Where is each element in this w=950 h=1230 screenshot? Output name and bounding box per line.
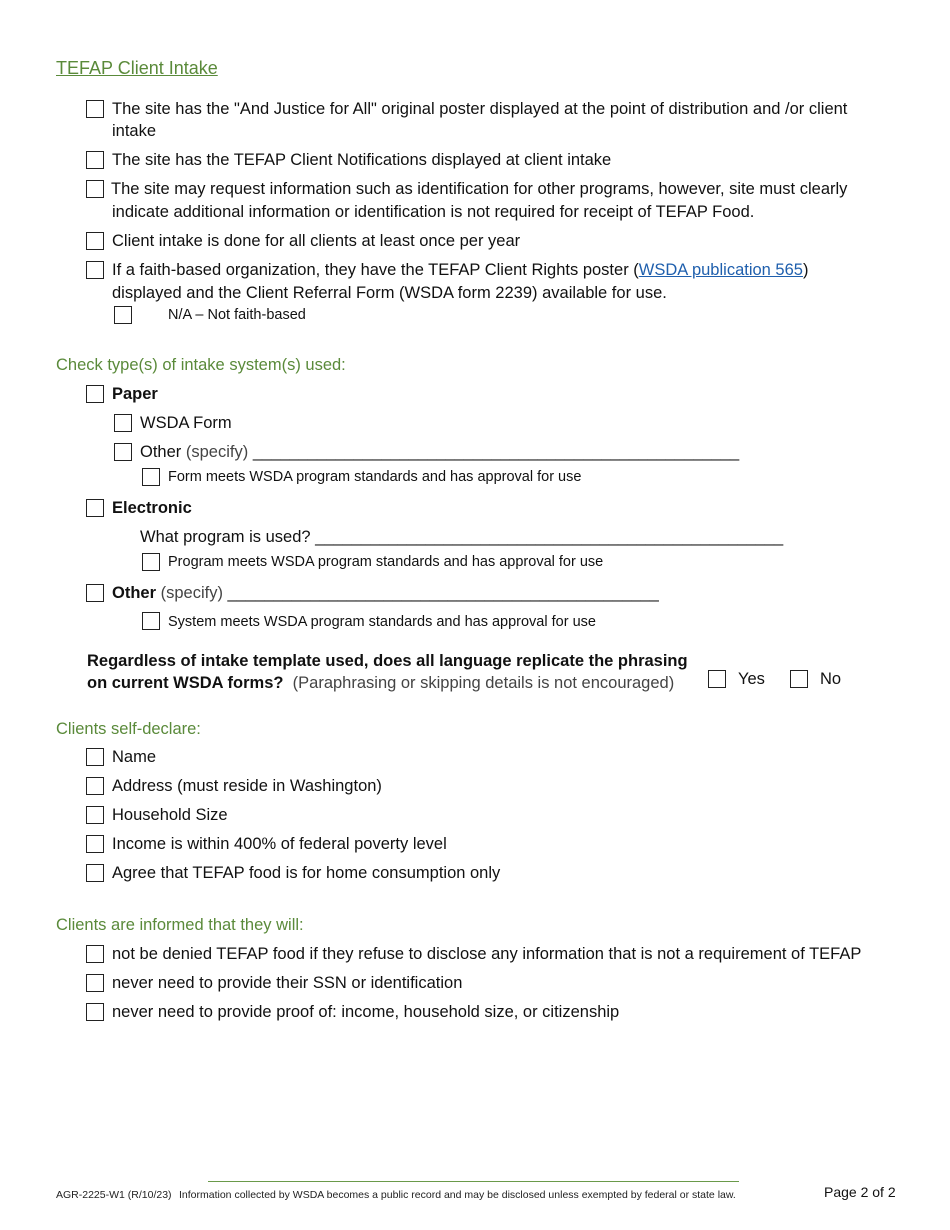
informed-no-ssn-label: never need to provide their SSN or identification xyxy=(112,974,463,992)
self-declare-household-checkbox[interactable] xyxy=(86,806,104,824)
paper-other-specify-line[interactable]: _____________________________________________________ xyxy=(252,443,740,461)
other-word: Other xyxy=(140,443,182,461)
notifications-checkbox[interactable] xyxy=(86,151,104,169)
annual-intake-checkbox[interactable] xyxy=(86,232,104,250)
phrasing-yes-checkbox[interactable] xyxy=(708,670,726,688)
faith-suffix: ) xyxy=(802,261,809,279)
wsda-publication-565-link[interactable]: WSDA publication 565 xyxy=(638,261,803,279)
phrasing-question-note: (Paraphrasing or skipping details is not encouraged) xyxy=(292,674,675,692)
self-declare-name-checkbox[interactable] xyxy=(86,748,104,766)
self-declare-heading: Clients self-declare: xyxy=(56,720,201,738)
paper-label: Paper xyxy=(112,385,158,403)
self-declare-home-consumption-checkbox[interactable] xyxy=(86,864,104,882)
other-system-word: Other xyxy=(112,584,157,602)
request-info-label-line1: The site may request information such as identification for other programs, however, site must clearly xyxy=(111,180,848,198)
form-meets-checkbox[interactable] xyxy=(142,468,160,486)
request-info-checkbox[interactable] xyxy=(86,180,104,198)
page-number: Page 2 of 2 xyxy=(824,1184,896,1200)
paper-other-checkbox[interactable] xyxy=(114,443,132,461)
poster-label-line2: intake xyxy=(112,122,157,140)
informed-not-denied-label: not be denied TEFAP food if they refuse to disclose any information that is not a requirement of TEFAP xyxy=(112,945,862,963)
footer-rule xyxy=(208,1181,739,1182)
form-meets-label: Form meets WSDA program standards and has approval for use xyxy=(168,469,582,485)
self-declare-household-label: Household Size xyxy=(112,806,228,824)
intake-system-heading: Check type(s) of intake system(s) used: xyxy=(56,356,346,374)
annual-intake-label: Client intake is done for all clients at least once per year xyxy=(112,232,521,250)
faith-prefix: If a faith-based organization, they have the TEFAP Client Rights poster ( xyxy=(112,261,639,279)
faith-based-label-line2: displayed and the Client Referral Form (WSDA form 2239) available for use. xyxy=(112,284,667,302)
page-title: TEFAP Client Intake xyxy=(56,58,218,78)
other-system-specify-line[interactable]: _______________________________________________ xyxy=(227,584,659,602)
informed-not-denied-checkbox[interactable] xyxy=(86,945,104,963)
specify-word: (specify) xyxy=(185,443,249,461)
informed-no-ssn-checkbox[interactable] xyxy=(86,974,104,992)
poster-label-line1: The site has the "And Justice for All" original poster displayed at the point of distribution and /or client xyxy=(112,100,848,118)
faith-based-checkbox[interactable] xyxy=(86,261,104,279)
program-meets-label: Program meets WSDA program standards and has approval for use xyxy=(168,554,604,570)
notifications-label: The site has the TEFAP Client Notifications displayed at client intake xyxy=(112,151,612,169)
public-record-notice: Information collected by WSDA becomes a public record and may be disclosed unless exempted by federal or state law. xyxy=(179,1189,736,1201)
phrasing-question-line2 xyxy=(87,672,674,694)
electronic-checkbox[interactable] xyxy=(86,499,104,517)
other-system-checkbox[interactable] xyxy=(86,584,104,602)
what-program-label xyxy=(140,526,783,548)
self-declare-income-label: Income is within 400% of federal poverty level xyxy=(112,835,447,853)
paper-other-label xyxy=(140,441,739,463)
phrasing-yes-label: Yes xyxy=(738,670,765,688)
program-meets-checkbox[interactable] xyxy=(142,553,160,571)
program-name-line[interactable]: ___________________________________________________ xyxy=(315,528,784,546)
self-declare-address-checkbox[interactable] xyxy=(86,777,104,795)
self-declare-address-label: Address (must reside in Washington) xyxy=(112,777,382,795)
wsda-form-checkbox[interactable] xyxy=(114,414,132,432)
other-system-specify-word: (specify) xyxy=(160,584,223,602)
other-system-label xyxy=(112,582,659,604)
poster-checkbox[interactable] xyxy=(86,100,104,118)
self-declare-name-label: Name xyxy=(112,748,157,766)
informed-heading: Clients are informed that they will: xyxy=(56,916,304,934)
form-id: AGR-2225-W1 (R/10/23) xyxy=(56,1189,172,1201)
electronic-label: Electronic xyxy=(112,499,192,517)
phrasing-question-bold: on current WSDA forms? xyxy=(87,674,284,692)
informed-no-proof-label: never need to provide proof of: income, household size, or citizenship xyxy=(112,1003,620,1021)
request-info-label-line2: indicate additional information or identification is not required for receipt of TEFAP Food. xyxy=(112,203,755,221)
faith-based-label-line1 xyxy=(112,259,808,281)
phrasing-no-label: No xyxy=(820,670,842,688)
system-meets-checkbox[interactable] xyxy=(142,612,160,630)
system-meets-label: System meets WSDA program standards and has approval for use xyxy=(168,614,596,630)
paper-checkbox[interactable] xyxy=(86,385,104,403)
phrasing-question-line1: Regardless of intake template used, does all language replicate the phrasing xyxy=(87,652,688,670)
what-program-text: What program is used? xyxy=(140,528,311,546)
self-declare-income-checkbox[interactable] xyxy=(86,835,104,853)
self-declare-home-consumption-label: Agree that TEFAP food is for home consumption only xyxy=(112,864,501,882)
phrasing-no-checkbox[interactable] xyxy=(790,670,808,688)
wsda-form-label: WSDA Form xyxy=(140,414,232,432)
na-faith-label: N/A – Not faith-based xyxy=(168,307,306,323)
informed-no-proof-checkbox[interactable] xyxy=(86,1003,104,1021)
na-faith-checkbox[interactable] xyxy=(114,306,132,324)
